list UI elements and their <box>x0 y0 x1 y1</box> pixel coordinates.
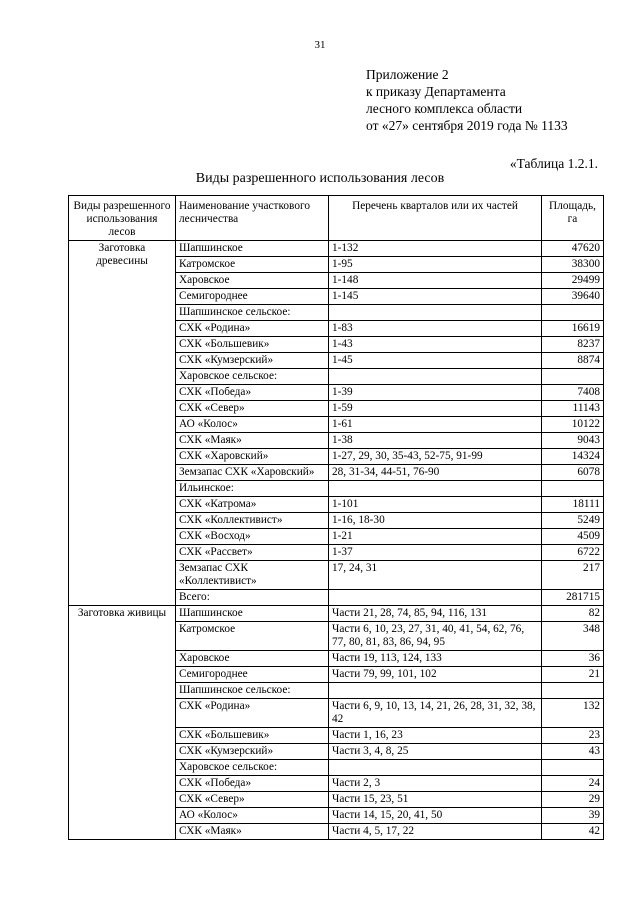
forestry-cell: Харовское сельское: <box>176 369 329 385</box>
table-reference: «Таблица 1.2.1. <box>509 156 598 171</box>
area-cell: 5249 <box>542 513 604 529</box>
quarters-cell: Части 4, 5, 17, 22 <box>329 824 542 840</box>
area-cell: 21 <box>542 667 604 683</box>
area-cell: 38300 <box>542 257 604 273</box>
annex-line: к приказу Департамента <box>366 84 506 99</box>
quarters-cell: 28, 31-34, 44-51, 76-90 <box>329 465 542 481</box>
page-number: 31 <box>314 39 326 51</box>
forestry-cell: СХК «Большевик» <box>176 728 329 744</box>
quarters-cell: 1-39 <box>329 385 542 401</box>
forestry-cell: СХК «Север» <box>176 401 329 417</box>
forestry-cell: СХК «Кумзерский» <box>176 353 329 369</box>
area-cell: 9043 <box>542 433 604 449</box>
quarters-cell: 1-43 <box>329 337 542 353</box>
forestry-cell: СХК «Восход» <box>176 529 329 545</box>
area-cell: 18111 <box>542 497 604 513</box>
quarters-cell: 1-95 <box>329 257 542 273</box>
quarters-cell <box>329 481 542 497</box>
area-cell: 132 <box>542 699 604 728</box>
area-cell <box>542 369 604 385</box>
area-cell: 8874 <box>542 353 604 369</box>
forestry-cell: Катромское <box>176 622 329 651</box>
quarters-cell: 1-21 <box>329 529 542 545</box>
forestry-cell: Земзапас СХК «Коллективист» <box>176 561 329 590</box>
table-row <box>69 241 604 257</box>
forestry-cell: СХК «Коллективист» <box>176 513 329 529</box>
forestry-cell: Ильинское: <box>176 481 329 497</box>
forestry-cell: АО «Колос» <box>176 417 329 433</box>
header-type: Виды разрешенного использования лесов <box>69 196 176 241</box>
forestry-cell: Земзапас СХК «Харовский» <box>176 465 329 481</box>
forestry-cell: СХК «Победа» <box>176 385 329 401</box>
area-cell: 39 <box>542 808 604 824</box>
quarters-cell: 1-83 <box>329 321 542 337</box>
category-cell: Заготовка живицы <box>69 606 176 840</box>
quarters-cell: Части 19, 113, 124, 133 <box>329 651 542 667</box>
quarters-cell <box>329 305 542 321</box>
forest-use-table <box>68 195 604 840</box>
quarters-cell: Части 3, 4, 8, 25 <box>329 744 542 760</box>
table-title: Виды разрешенного использования лесов <box>195 171 445 186</box>
annex-block <box>366 66 568 134</box>
quarters-cell: 1-38 <box>329 433 542 449</box>
area-cell: 16619 <box>542 321 604 337</box>
forestry-cell: СХК «Родина» <box>176 699 329 728</box>
quarters-cell <box>329 760 542 776</box>
forestry-cell: Харовское сельское: <box>176 760 329 776</box>
forestry-cell: Харовское <box>176 651 329 667</box>
area-cell: 29 <box>542 792 604 808</box>
quarters-cell: 1-37 <box>329 545 542 561</box>
area-cell: 36 <box>542 651 604 667</box>
header-area: Площадь, га <box>542 196 604 241</box>
area-cell: 7408 <box>542 385 604 401</box>
area-cell: 8237 <box>542 337 604 353</box>
area-cell: 6078 <box>542 465 604 481</box>
area-cell: 6722 <box>542 545 604 561</box>
forestry-cell: Шапшинское <box>176 606 329 622</box>
forestry-cell: Катромское <box>176 257 329 273</box>
area-cell: 11143 <box>542 401 604 417</box>
area-cell: 43 <box>542 744 604 760</box>
quarters-cell: Части 1, 16, 23 <box>329 728 542 744</box>
quarters-cell: Части 6, 9, 10, 13, 14, 21, 26, 28, 31, 32, 38, 42 <box>329 699 542 728</box>
area-cell: 217 <box>542 561 604 590</box>
quarters-cell: Части 79, 99, 101, 102 <box>329 667 542 683</box>
area-cell: 42 <box>542 824 604 840</box>
area-cell <box>542 760 604 776</box>
area-cell: 82 <box>542 606 604 622</box>
forestry-cell: СХК «Родина» <box>176 321 329 337</box>
forestry-cell: СХК «Кумзерский» <box>176 744 329 760</box>
forestry-cell: Всего: <box>176 590 329 606</box>
quarters-cell: 1-61 <box>329 417 542 433</box>
annex-line: Приложение 2 <box>366 67 449 82</box>
quarters-cell <box>329 369 542 385</box>
quarters-cell: Части 2, 3 <box>329 776 542 792</box>
quarters-cell: 1-16, 18-30 <box>329 513 542 529</box>
area-cell: 24 <box>542 776 604 792</box>
category-cell: Заготовка древесины <box>69 241 176 606</box>
forestry-cell: СХК «Маяк» <box>176 433 329 449</box>
area-cell <box>542 481 604 497</box>
forestry-cell: Шапшинское сельское: <box>176 305 329 321</box>
forestry-cell: Шапшинское <box>176 241 329 257</box>
forestry-cell: СХК «Север» <box>176 792 329 808</box>
area-cell: 14324 <box>542 449 604 465</box>
annex-line: лесного комплекса области <box>366 101 523 116</box>
forestry-cell: СХК «Маяк» <box>176 824 329 840</box>
forestry-cell: СХК «Победа» <box>176 776 329 792</box>
forestry-cell: Харовское <box>176 273 329 289</box>
table-header-row <box>69 196 604 241</box>
quarters-cell: 1-45 <box>329 353 542 369</box>
area-cell: 39640 <box>542 289 604 305</box>
forestry-cell: Шапшинское сельское: <box>176 683 329 699</box>
area-cell <box>542 305 604 321</box>
quarters-cell <box>329 590 542 606</box>
area-cell: 29499 <box>542 273 604 289</box>
quarters-cell: 1-27, 29, 30, 35-43, 52-75, 91-99 <box>329 449 542 465</box>
forestry-cell: Семигороднее <box>176 667 329 683</box>
quarters-cell: 1-145 <box>329 289 542 305</box>
area-cell: 4509 <box>542 529 604 545</box>
annex-line: от «27» сентября 2019 года № 1133 <box>366 118 568 133</box>
forestry-cell: СХК «Большевик» <box>176 337 329 353</box>
quarters-cell: Части 15, 23, 51 <box>329 792 542 808</box>
quarters-cell: 1-101 <box>329 497 542 513</box>
header-forestry: Наименование участкового лесничества <box>176 196 329 241</box>
forestry-cell: АО «Колос» <box>176 808 329 824</box>
forestry-cell: СХК «Катрома» <box>176 497 329 513</box>
header-quarters: Перечень кварталов или их частей <box>329 196 542 241</box>
area-cell: 348 <box>542 622 604 651</box>
quarters-cell: Части 14, 15, 20, 41, 50 <box>329 808 542 824</box>
forestry-cell: СХК «Харовский» <box>176 449 329 465</box>
area-cell: 23 <box>542 728 604 744</box>
area-cell: 281715 <box>542 590 604 606</box>
quarters-cell: 1-132 <box>329 241 542 257</box>
quarters-cell: Части 21, 28, 74, 85, 94, 116, 131 <box>329 606 542 622</box>
quarters-cell: 1-148 <box>329 273 542 289</box>
area-cell: 47620 <box>542 241 604 257</box>
quarters-cell: Части 6, 10, 23, 27, 31, 40, 41, 54, 62, 76, 77, 80, 81, 83, 86, 94, 95 <box>329 622 542 651</box>
quarters-cell: 1-59 <box>329 401 542 417</box>
table-row <box>69 606 604 622</box>
area-cell <box>542 683 604 699</box>
forestry-cell: СХК «Рассвет» <box>176 545 329 561</box>
forestry-cell: Семигороднее <box>176 289 329 305</box>
quarters-cell <box>329 683 542 699</box>
area-cell: 10122 <box>542 417 604 433</box>
quarters-cell: 17, 24, 31 <box>329 561 542 590</box>
table-body <box>69 241 604 840</box>
